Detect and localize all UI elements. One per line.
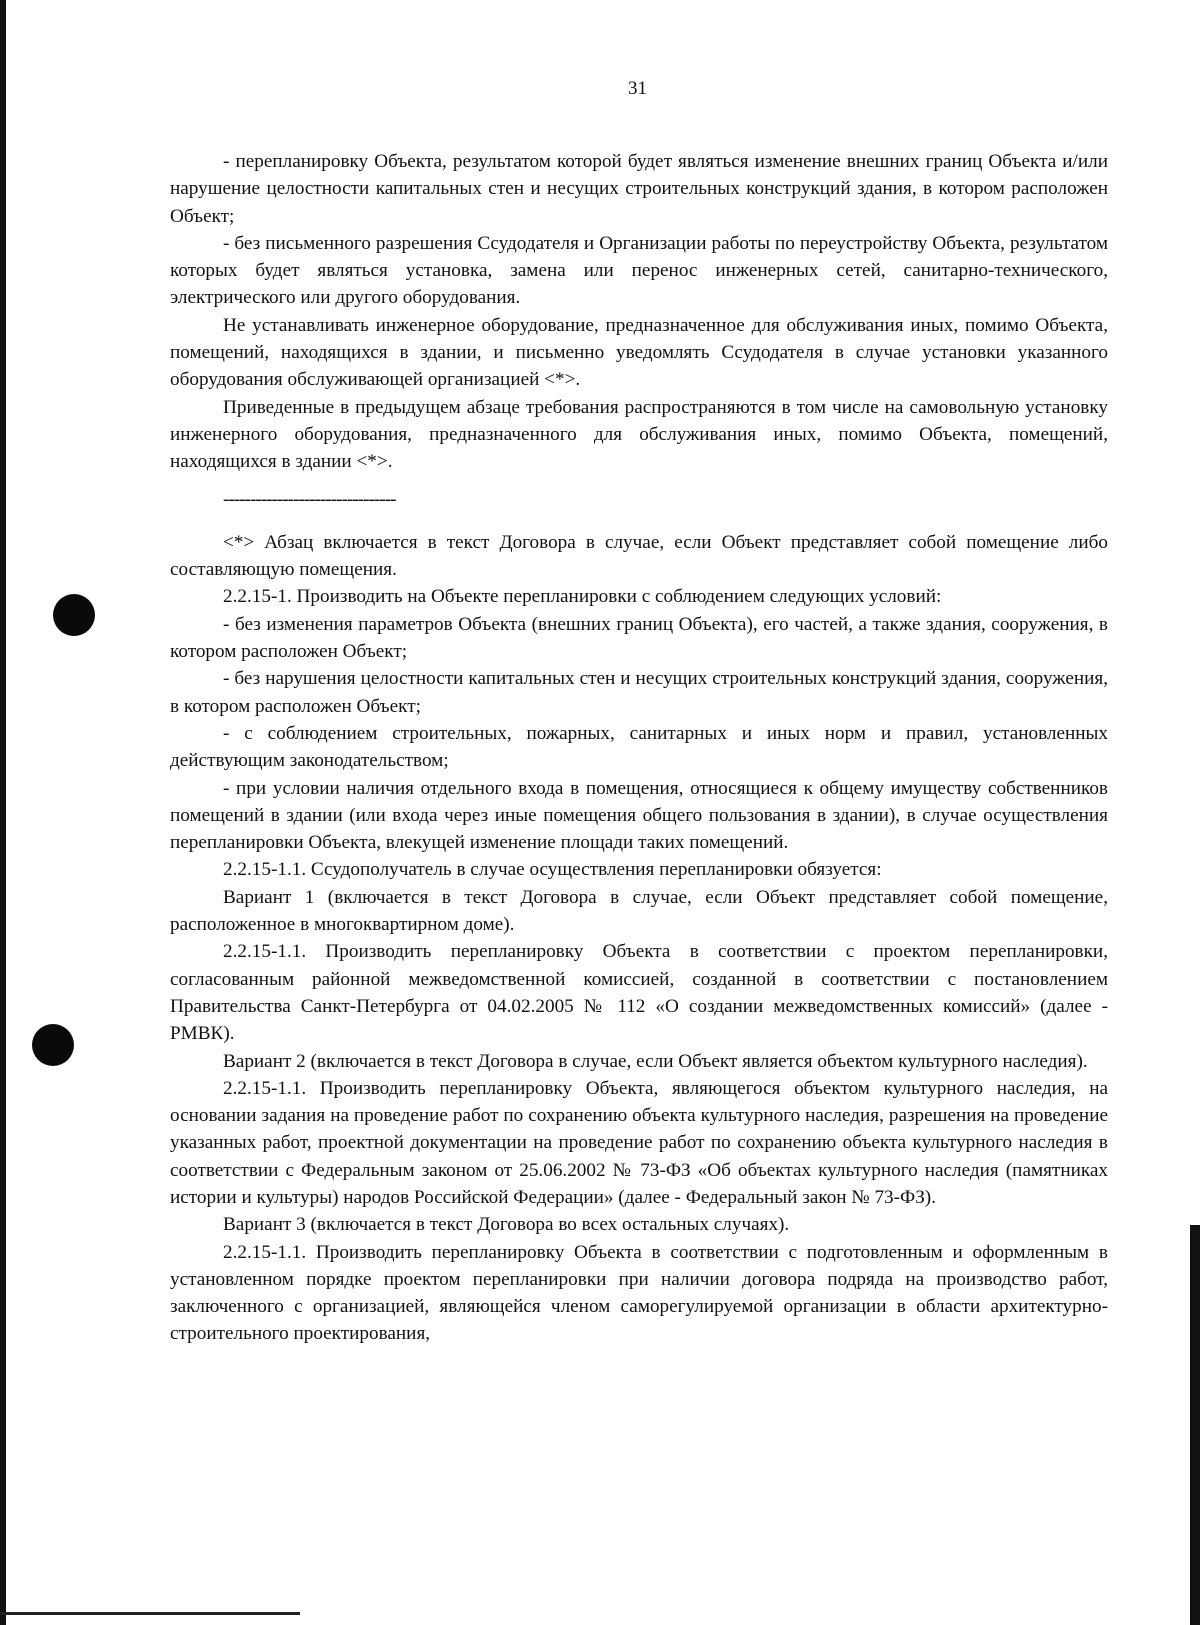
paragraph: Приведенные в предыдущем абзаце требования распространяются в том числе на самовольную установку инженерного оборудования, предназначенного для обслуживания иных, помимо Объекта, помещений, находящихся в здании <*>. [170,396,1108,473]
page-number: 31 [628,78,647,99]
punch-hole-upper [53,594,95,636]
paragraph: 2.2.15-1.1. Производить перепланировку Объекта в соответствии с подготовленным и оформленным в установленном порядке проектом перепланировки при наличии договора подряда на производство работ, заключенного с организацией, являющейся членом саморегулируемой организации в области архитектурно-строительного проектирования, [170,1241,1108,1345]
paragraph: - при условии наличия отдельного входа в помещения, относящиеся к общему имуществу собственников помещений в здании (или входа через иные помещения общего пользования в здании), в случае осуществления перепланировки Объекта, влекущей изменение площади таких помещений. [170,777,1108,854]
paragraph: Вариант 3 (включается в текст Договора во всех остальных случаях). [223,1214,790,1236]
footnote-separator: -------------------------------- [223,488,396,510]
paragraph: Не устанавливать инженерное оборудование, предназначенное для обслуживания иных, помимо Объекта, помещений, находящихся в здании, и письменно уведомлять Ссудодателя в случае установки указанного оборудования обслуживающей организацией <*>. [170,314,1108,391]
paragraph: - с соблюдением строительных, пожарных, санитарных и иных норм и правил, установленных действующим законодательством; [170,722,1108,772]
scan-edge-bottom [0,1612,300,1615]
paragraph: - перепланировку Объекта, результатом которой будет являться изменение внешних границ Объекта и/или нарушение целостности капитальных стен и несущих строительных конструкций здания, в котором расположен Объект; [170,151,1108,227]
punch-hole-lower [32,1024,74,1066]
paragraph: 2.2.15-1.1. Производить перепланировку Объекта в соответствии с проектом перепланировки, согласованным районной межведомственной комиссией, созданной в соответствии с постановлением Правительства Санкт-Петербурга от 04.02.2005 № 112 «О создании межведомственных комиссий» (далее - РМВК). [170,941,1108,1045]
paragraph: - без нарушения целостности капитальных стен и несущих строительных конструкций здания, сооружения, в котором расположен Объект; [170,668,1108,717]
paragraph: 2.2.15-1. Производить на Объекте перепланировки с соблюдением следующих условий: [223,586,942,608]
paragraph: - без письменного разрешения Ссудодателя и Организации работы по переустройству Объекта, результатом которых будет являться установка, замена или перенос инженерных сетей, санитарно-технического, электрического или другого оборудования. [170,232,1108,309]
paragraph: Вариант 2 (включается в текст Договора в случае, если Объект является объектом культурного наследия). [223,1050,1088,1072]
paragraph: 2.2.15-1.1. Ссудополучатель в случае осуществления перепланировки обязуется: [223,859,882,881]
paragraph: 2.2.15-1.1. Производить перепланировку Объекта, являющегося объектом культурного наследия, на основании задания на проведение работ по сохранению объекта культурного наследия, разрешения на проведение указанных работ, проектной документации на проведение работ по сохранению объекта культурного наследия в соответствии с Федеральным законом от 25.06.2002 № 73-ФЗ «Об объектах культурного наследия (памятниках истории и культуры) народов Российской Федерации» (далее - Федеральный закон № 73-ФЗ). [170,1077,1108,1208]
scan-edge-left [0,0,6,1625]
footnote: <*> Абзац включается в текст Договора в случае, если Объект представляет собой помещение либо составляющую помещения. [170,531,1108,581]
scan-edge-right [1190,1225,1200,1625]
paragraph: - без изменения параметров Объекта (внешних границ Объекта), его частей, а также здания, сооружения, в котором расположен Объект; [170,613,1108,663]
document-body [170,148,1108,1348]
paragraph: Вариант 1 (включается в текст Договора в случае, если Объект представляет собой помещение, расположенное в многоквартирном доме). [170,886,1108,936]
